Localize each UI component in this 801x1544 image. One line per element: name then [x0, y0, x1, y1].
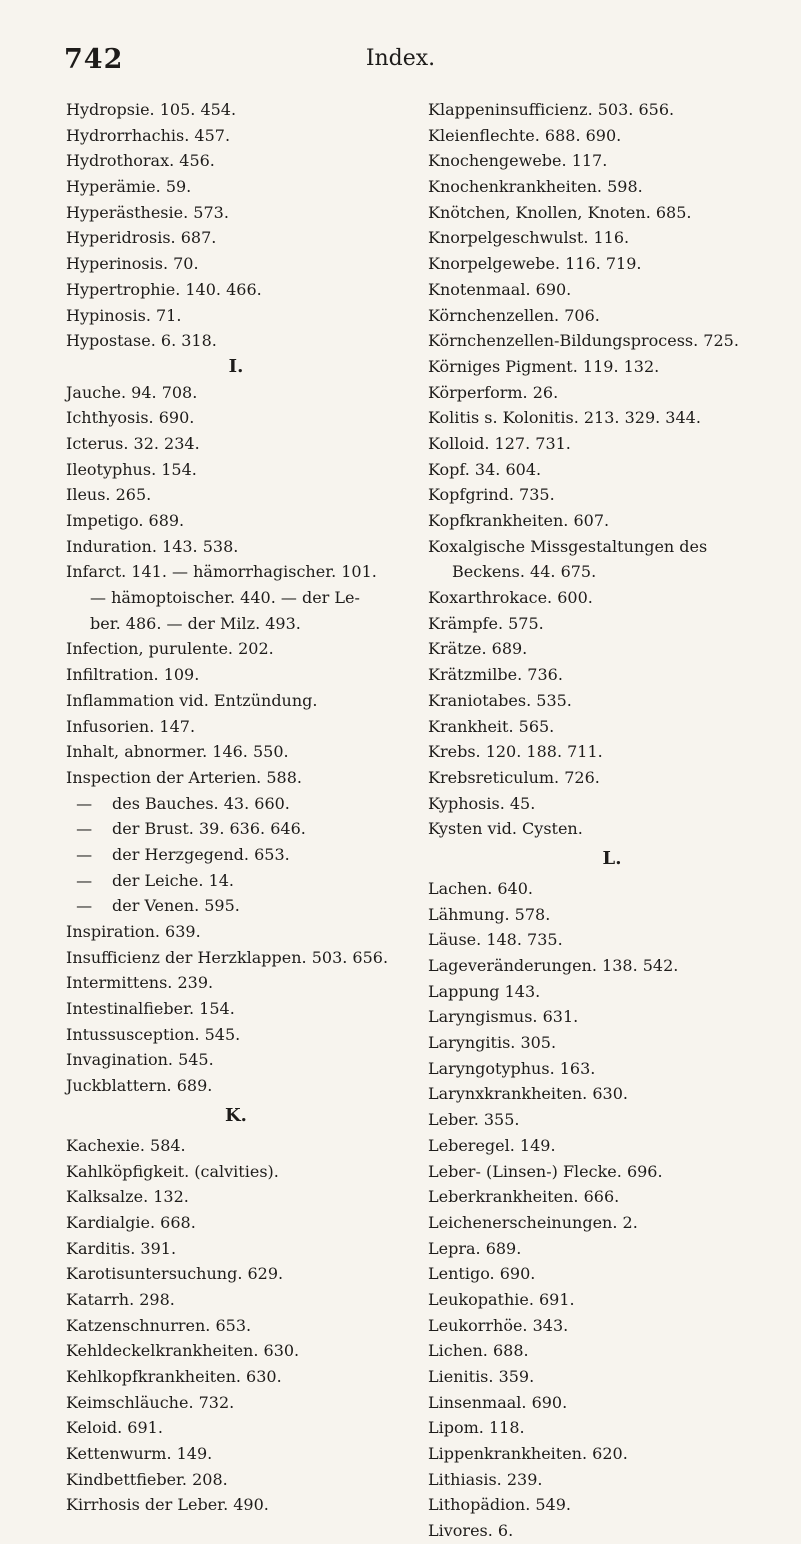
index-entry: Kolitis s. Kolonitis. 213. 329. 344. — [428, 408, 701, 428]
index-entry: Inspiration. 639. — [66, 922, 201, 941]
index-entry: Kleienflechte. 688. 690. — [428, 125, 622, 145]
index-entry: Körniges Pigment. 119. 132. — [428, 356, 660, 376]
ditto-dash: — — [66, 819, 93, 839]
index-subentry-text: der Brust. 39. 636. 646. — [112, 819, 306, 839]
index-entry: Körperform. 26. — [428, 382, 559, 402]
index-entry: Ileotyphus. 154. — [66, 459, 197, 479]
index-entry: Infiltration. 109. — [66, 665, 200, 685]
index-subentry-text: der Leiche. 14. — [112, 870, 235, 890]
index-entry: Leber- (Linsen-) Flecke. 696. — [428, 1161, 663, 1181]
index-entry: Kopfkrankheiten. 607. — [428, 511, 610, 530]
index-entry: Krämpfe. 575. — [428, 613, 544, 633]
index-entry: Läuse. 148. 735. — [428, 930, 563, 950]
index-entry: Kehldeckelkrankheiten. 630. — [66, 1341, 300, 1361]
index-entry: Hyperämie. 59. — [66, 177, 192, 197]
index-entry: Lippenkrankheiten. 620. — [428, 1444, 628, 1464]
index-entry: Insufficienz der Herzklappen. 503. 656. — [66, 947, 389, 967]
section-letter-i: I. — [228, 355, 244, 377]
index-entry: Knorpelgewebe. 116. 719. — [428, 254, 642, 274]
index-entry: Larynxkrankheiten. 630. — [428, 1084, 628, 1104]
index-entry: Ichthyosis. 690. — [66, 408, 195, 428]
index-entry: Intussusception. 545. — [66, 1024, 241, 1044]
index-entry: Katarrh. 298. — [66, 1289, 175, 1309]
index-entry: Koxarthrokace. 600. — [428, 588, 593, 608]
index-entry: Laryngitis. 305. — [428, 1033, 557, 1053]
index-subentry — [66, 868, 406, 894]
index-entry: Intestinalfieber. 154. — [66, 999, 235, 1019]
index-subentry — [66, 791, 406, 817]
index-entry: Knochengewebe. 117. — [428, 151, 608, 171]
index-column-left — [66, 97, 406, 1518]
index-entry: Lähmung. 578. — [428, 904, 551, 924]
index-entry: Knötchen, Knollen, Knoten. 685. — [428, 202, 692, 222]
index-entry: Leberegel. 149. — [428, 1135, 556, 1155]
index-column-right — [428, 97, 796, 1544]
index-entry: Kraniotabes. 535. — [428, 690, 572, 710]
index-entry: Karotisuntersuchung. 629. — [66, 1264, 284, 1284]
index-entry: Hyperidrosis. 687. — [66, 228, 217, 248]
index-entry: Kirrhosis der Leber. 490. — [66, 1495, 269, 1515]
index-entry: Hydrorrhachis. 457. — [66, 125, 231, 145]
index-entry: Lepra. 689. — [428, 1238, 522, 1258]
index-entry: Kyphosis. 45. — [428, 793, 536, 813]
section-letter-k: K. — [225, 1104, 247, 1126]
index-entry: Juckblattern. 689. — [66, 1076, 213, 1096]
index-entry: Jauche. 94. 708. — [66, 382, 198, 402]
index-entry: Ileus. 265. — [66, 485, 152, 505]
index-entry: Hydropsie. 105. 454. — [66, 100, 237, 119]
index-entry: Intermittens. 239. — [66, 973, 214, 993]
index-entry: Lienitis. 359. — [428, 1367, 535, 1386]
index-entry: Laryngismus. 631. — [428, 1007, 579, 1027]
index-entry: Kalksalze. 132. — [66, 1187, 189, 1207]
index-entry: Lithopädion. 549. — [428, 1495, 571, 1515]
index-entry: Inhalt, abnormer. 146. 550. — [66, 742, 289, 762]
index-entry: Infarct. 141. — hämorrhagischer. 101. — [66, 562, 377, 582]
index-entry: Inflammation vid. Entzündung. — [66, 690, 318, 710]
index-subentry-text: der Herzgegend. 653. — [112, 844, 290, 864]
index-entry-continued: Beckens. 44. 675. — [452, 562, 597, 582]
index-entry: Kindbettfieber. 208. — [66, 1469, 228, 1489]
index-entry: Hypostase. 6. 318. — [66, 331, 217, 351]
index-entry: Infection, purulente. 202. — [66, 639, 274, 659]
index-entry: Krebsreticulum. 726. — [428, 767, 600, 787]
index-entry: Lithiasis. 239. — [428, 1469, 543, 1489]
index-entry: Knochenkrankheiten. 598. — [428, 177, 643, 197]
index-entry: Kysten vid. Cysten. — [428, 819, 583, 839]
index-entry: Infusorien. 147. — [66, 716, 196, 736]
index-entry: Impetigo. 689. — [66, 511, 185, 530]
index-entry: Leukorrhöe. 343. — [428, 1315, 569, 1335]
index-entry: Kachexie. 584. — [66, 1135, 186, 1155]
index-entry: Hyperästhesie. 573. — [66, 202, 229, 222]
index-entry-continued: — hämoptoischer. 440. — der Le- — [90, 588, 360, 608]
index-entry: Kahlköpfigkeit. (calvities). — [66, 1161, 279, 1181]
index-entry: Hydrothorax. 456. — [66, 151, 215, 171]
index-entry: Invagination. 545. — [66, 1050, 214, 1070]
index-entry: Krätzmilbe. 736. — [428, 665, 563, 685]
index-entry: Icterus. 32. 234. — [66, 433, 200, 453]
page-number: 742 — [64, 44, 124, 75]
ditto-dash: — — [66, 844, 93, 864]
index-entry: Lachen. 640. — [428, 878, 533, 898]
index-entry: Körnchenzellen-Bildungsprocess. 725. — [428, 331, 739, 351]
index-subentry-text: der Venen. 595. — [112, 896, 240, 916]
index-subentry — [66, 842, 406, 868]
ditto-dash: — — [66, 870, 93, 890]
index-entry: Lageveränderungen. 138. 542. — [428, 956, 679, 975]
index-subentry-text: des Bauches. 43. 660. — [112, 793, 290, 813]
index-entry: Lappung 143. — [428, 981, 541, 1001]
index-entry: Leukopathie. 691. — [428, 1289, 575, 1309]
index-entry: Induration. 143. 538. — [66, 536, 239, 556]
index-entry: Leber. 355. — [428, 1110, 520, 1130]
index-entry: Hypinosis. 71. — [66, 305, 182, 325]
index-entry: Kopf. 34. 604. — [428, 459, 542, 479]
index-entry: Livores. 6. — [428, 1521, 514, 1541]
index-entry: Keimschläuche. 732. — [66, 1392, 235, 1412]
index-entry-continued: ber. 486. — der Milz. 493. — [90, 613, 301, 633]
ditto-dash: — — [66, 896, 93, 916]
index-entry: Krankheit. 565. — [428, 716, 555, 736]
index-entry: Lichen. 688. — [428, 1341, 529, 1361]
index-entry: Kehlkopfkrankheiten. 630. — [66, 1367, 282, 1386]
index-entry: Krätze. 689. — [428, 639, 528, 659]
index-entry: Koxalgische Missgestaltungen des — [428, 536, 708, 556]
index-entry: Lipom. 118. — [428, 1418, 525, 1438]
index-entry: Keloid. 691. — [66, 1418, 163, 1438]
ditto-dash: — — [66, 793, 93, 813]
index-entry: Katzenschnurren. 653. — [66, 1315, 252, 1335]
index-entry: Knorpelgeschwulst. 116. — [428, 228, 630, 248]
index-entry: Laryngotyphus. 163. — [428, 1058, 596, 1078]
index-entry: Kolloid. 127. 731. — [428, 433, 571, 453]
index-entry: Klappeninsufficienz. 503. 656. — [428, 100, 675, 119]
index-entry: Kettenwurm. 149. — [66, 1444, 213, 1464]
index-entry: Hypertrophie. 140. 466. — [66, 279, 262, 299]
index-entry: Krebs. 120. 188. 711. — [428, 742, 603, 762]
index-entry: Kardialgie. 668. — [66, 1212, 196, 1232]
index-entry: Inspection der Arterien. 588. — [66, 767, 302, 787]
index-entry: Körnchenzellen. 706. — [428, 305, 600, 325]
section-letter-l: L. — [602, 847, 622, 869]
index-subentry — [66, 893, 406, 919]
index-entry: Knotenmaal. 690. — [428, 279, 572, 299]
index-entry: Karditis. 391. — [66, 1238, 177, 1258]
index-entry: Kopfgrind. 735. — [428, 485, 555, 505]
index-subentry — [66, 816, 406, 842]
index-entry: Leichenerscheinungen. 2. — [428, 1212, 638, 1232]
index-entry: Linsenmaal. 690. — [428, 1392, 568, 1412]
running-head: Index. — [365, 46, 436, 71]
index-entry: Lentigo. 690. — [428, 1264, 536, 1284]
index-entry: Hyperinosis. 70. — [66, 254, 199, 274]
index-entry: Leberkrankheiten. 666. — [428, 1187, 620, 1207]
